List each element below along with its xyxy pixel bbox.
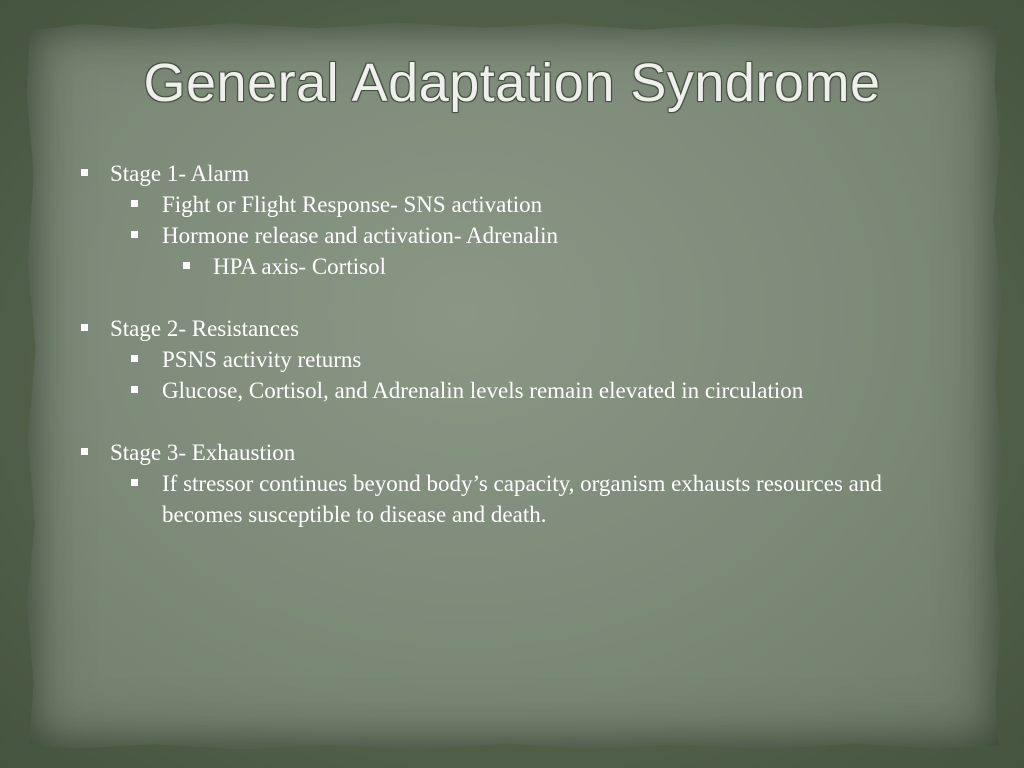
list-item-text: Stage 3- Exhaustion (110, 440, 296, 465)
square-bullet-icon (131, 386, 138, 393)
square-bullet-icon (81, 169, 88, 176)
list-item (78, 375, 958, 406)
list-item-text: Fight or Flight Response- SNS activation (162, 192, 543, 217)
square-bullet-icon (131, 200, 138, 207)
list-item (78, 344, 958, 375)
list-item-text: PSNS activity returns (162, 347, 362, 372)
square-bullet-icon (131, 355, 138, 362)
list-item-stage-2 (78, 313, 958, 344)
list-item-stage-1 (78, 158, 958, 189)
bullet-list (78, 158, 958, 530)
square-bullet-icon (81, 448, 88, 455)
list-item-text: Stage 2- Resistances (110, 316, 300, 341)
square-bullet-icon (81, 324, 88, 331)
list-spacer (78, 282, 958, 313)
list-item-text: Glucose, Cortisol, and Adrenalin levels remain elevated in circulation (162, 378, 804, 403)
slide-title: General Adaptation Syndrome (143, 53, 881, 113)
list-spacer (78, 406, 958, 437)
list-item-text: Stage 1- Alarm (110, 161, 250, 186)
list-item (78, 220, 958, 251)
list-item-stage-3 (78, 437, 958, 468)
square-bullet-icon (131, 231, 138, 238)
list-item (78, 189, 958, 220)
list-item (78, 251, 958, 282)
list-item-text: If stressor continues beyond body’s capacity, organism exhausts resources and becomes susceptible to disease and death. (162, 471, 882, 527)
list-item-text: HPA axis- Cortisol (213, 254, 386, 279)
list-item-text: Hormone release and activation- Adrenalin (162, 223, 558, 248)
square-bullet-icon (183, 262, 190, 269)
list-item (78, 468, 882, 530)
square-bullet-icon (131, 479, 138, 486)
